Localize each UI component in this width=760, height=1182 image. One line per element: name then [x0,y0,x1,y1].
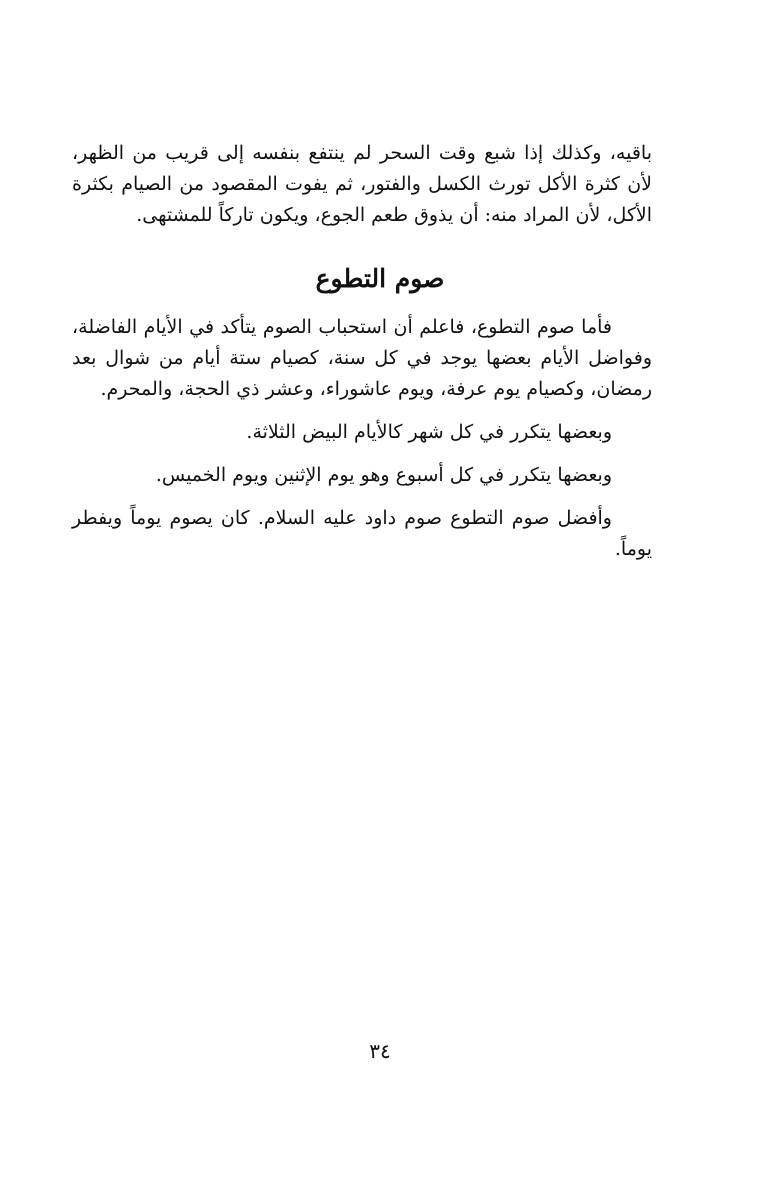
intro-paragraph-block [72,138,652,231]
body-paragraph-1: فأما صوم التطوع، فاعلم أن استحباب الصوم يتأكد في الأيام الفاضلة، وفواضل الأيام بعضها يوجد في كل سنة، كصيام ستة أيام من شوال بعد رمضان، وكصيام يوم عرفة، ويوم عاشوراء، وعشر ذي الحجة، والمحرم. [72,316,652,400]
section-body [72,312,652,565]
body-paragraph-3: وبعضها يتكرر في كل أسبوع وهو يوم الإثنين ويوم الخميس. [155,464,612,486]
body-paragraph-4: وأفضل صوم التطوع صوم داود عليه السلام. كان يصوم يوماً ويفطر يوماً. [72,507,652,560]
body-paragraph-2: وبعضها يتكرر في كل شهر كالأيام البيض الثلاثة. [246,421,612,443]
intro-paragraph: باقيه، وكذلك إذا شبع وقت السحر لم ينتفع بنفسه إلى قريب من الظهر، لأن كثرة الأكل تورث الكسل والفتور، ثم يفوت المقصود من الصيام بكثرة الأكل، لأن المراد منه: أن يذوق طعم الجوع، ويكون تاركاً للمشتهى. [72,142,653,226]
page-number: ٣٤ [369,1039,391,1063]
section-heading: صوم التطوع [315,264,445,293]
